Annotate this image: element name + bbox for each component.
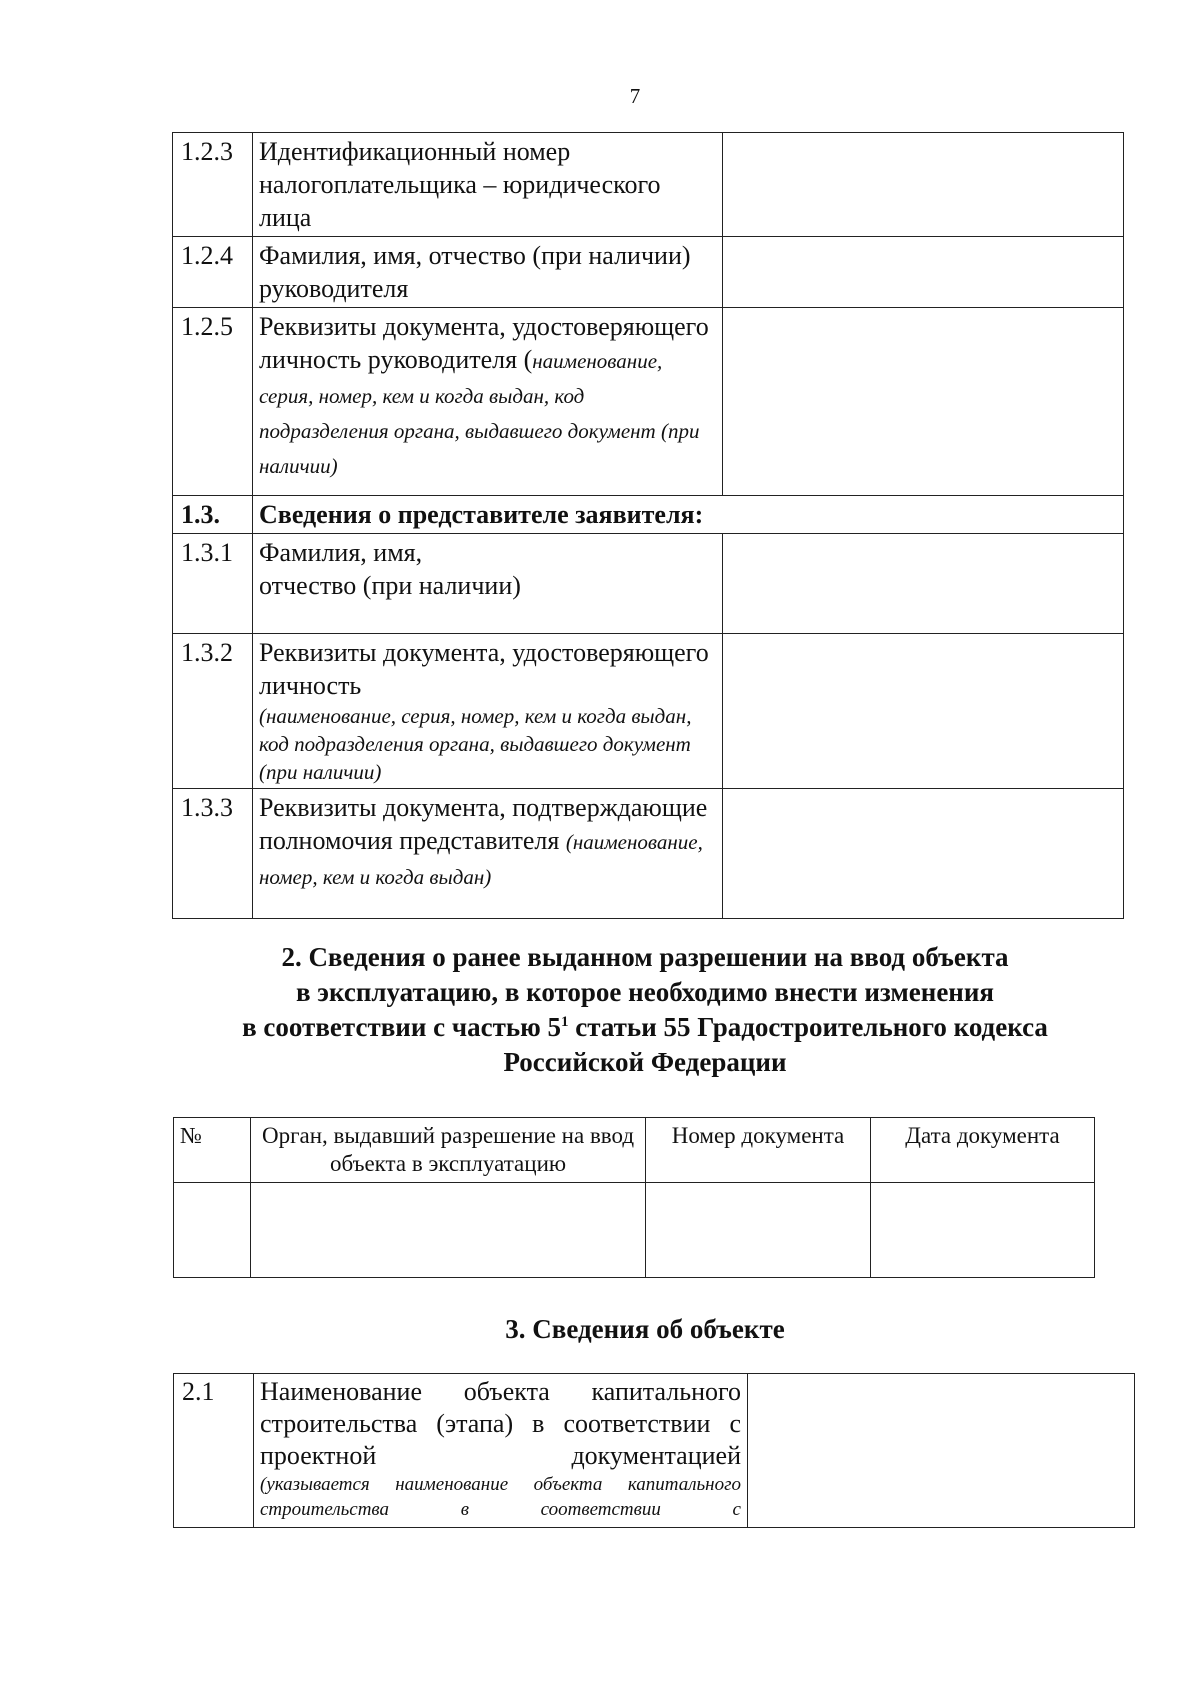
column-header-number: № <box>174 1118 251 1183</box>
row-number: 1.2.4 <box>173 237 253 308</box>
table-row <box>173 237 1124 308</box>
row-label: Реквизиты документа, удостоверяющего личность руководителя (наименование, серия, номер, кем и когда выдан, код подразделения органа, выдавшего документ (при наличии) <box>253 308 723 496</box>
value-cell[interactable] <box>723 534 1124 634</box>
previous-permit-table <box>173 1117 1095 1278</box>
row-label: Реквизиты документа, подтверждающие полномочия представителя (наименование, номер, кем и когда выдан) <box>253 789 723 919</box>
page-number: 7 <box>629 84 641 108</box>
row-number: 1.3.3 <box>173 789 253 919</box>
value-cell[interactable] <box>646 1183 871 1278</box>
row-number: 1.3.1 <box>173 534 253 634</box>
applicant-info-table <box>172 132 1124 919</box>
row-label: Фамилия, имя, отчество (при наличии) руководителя <box>253 237 723 308</box>
row-note: (наименование, серия, номер, кем и когда выдан, код подразделения органа, выдавшего документ (при наличии) <box>259 704 692 784</box>
row-number: 1.3.2 <box>173 634 253 789</box>
column-header-organ: Орган, выдавший разрешение на ввод объекта в эксплуатацию <box>251 1118 646 1183</box>
value-cell[interactable] <box>251 1183 646 1278</box>
table-row <box>173 634 1124 789</box>
row-label: Наименование объекта капитального строительства (этапа) в соответствии с проектной документацией (указывается наименование объекта капитального строительства в соответствии с <box>254 1374 748 1528</box>
value-cell[interactable] <box>723 634 1124 789</box>
value-cell[interactable] <box>871 1183 1095 1278</box>
row-note: (указывается наименование объекта капитального строительства в соответствии с <box>260 1474 741 1520</box>
row-number: 2.1 <box>174 1374 254 1528</box>
section-2-heading: 2. Сведения о ранее выданном разрешении на ввод объекта в эксплуатацию, в которое необходимо внести изменения в соответствии с частью $5^1$ статьи 55 Градостроительного кодекса Российской Федерации <box>242 942 1048 1077</box>
section-title-cell: Сведения о представителе заявителя: <box>253 496 1124 534</box>
row-note: (наименование, номер, кем и когда выдан) <box>259 830 703 889</box>
row-label: Идентификационный номер налогоплательщика – юридического лица <box>253 133 723 237</box>
table-row <box>174 1374 1135 1528</box>
table-header-row <box>174 1118 1095 1183</box>
table-row <box>173 789 1124 919</box>
value-cell[interactable] <box>723 133 1124 237</box>
section-3-heading: 3. Сведения об объекте <box>505 1314 785 1344</box>
object-info-table <box>173 1373 1135 1528</box>
table-row <box>174 1183 1095 1278</box>
column-header-doc-number: Номер документа <box>646 1118 871 1183</box>
column-header-doc-date: Дата документа <box>871 1118 1095 1183</box>
table-row <box>173 133 1124 237</box>
table-row <box>173 308 1124 496</box>
row-label: Реквизиты документа, удостоверяющего личность (наименование, серия, номер, кем и когда выдан, код подразделения органа, выдавшего документ (при наличии) <box>253 634 723 789</box>
row-number: 1.3. <box>173 496 253 534</box>
value-cell[interactable] <box>174 1183 251 1278</box>
row-note: наименование, серия, номер, кем и когда выдан, код подразделения органа, выдавшего документ (при наличии) <box>259 349 700 478</box>
value-cell[interactable] <box>723 308 1124 496</box>
value-cell[interactable] <box>723 789 1124 919</box>
value-cell[interactable] <box>748 1374 1135 1528</box>
value-cell[interactable] <box>723 237 1124 308</box>
table-row <box>173 496 1124 534</box>
table-row <box>173 534 1124 634</box>
row-number: 1.2.5 <box>173 308 253 496</box>
row-number: 1.2.3 <box>173 133 253 237</box>
row-label: Фамилия, имя, отчество (при наличии) <box>253 534 723 634</box>
